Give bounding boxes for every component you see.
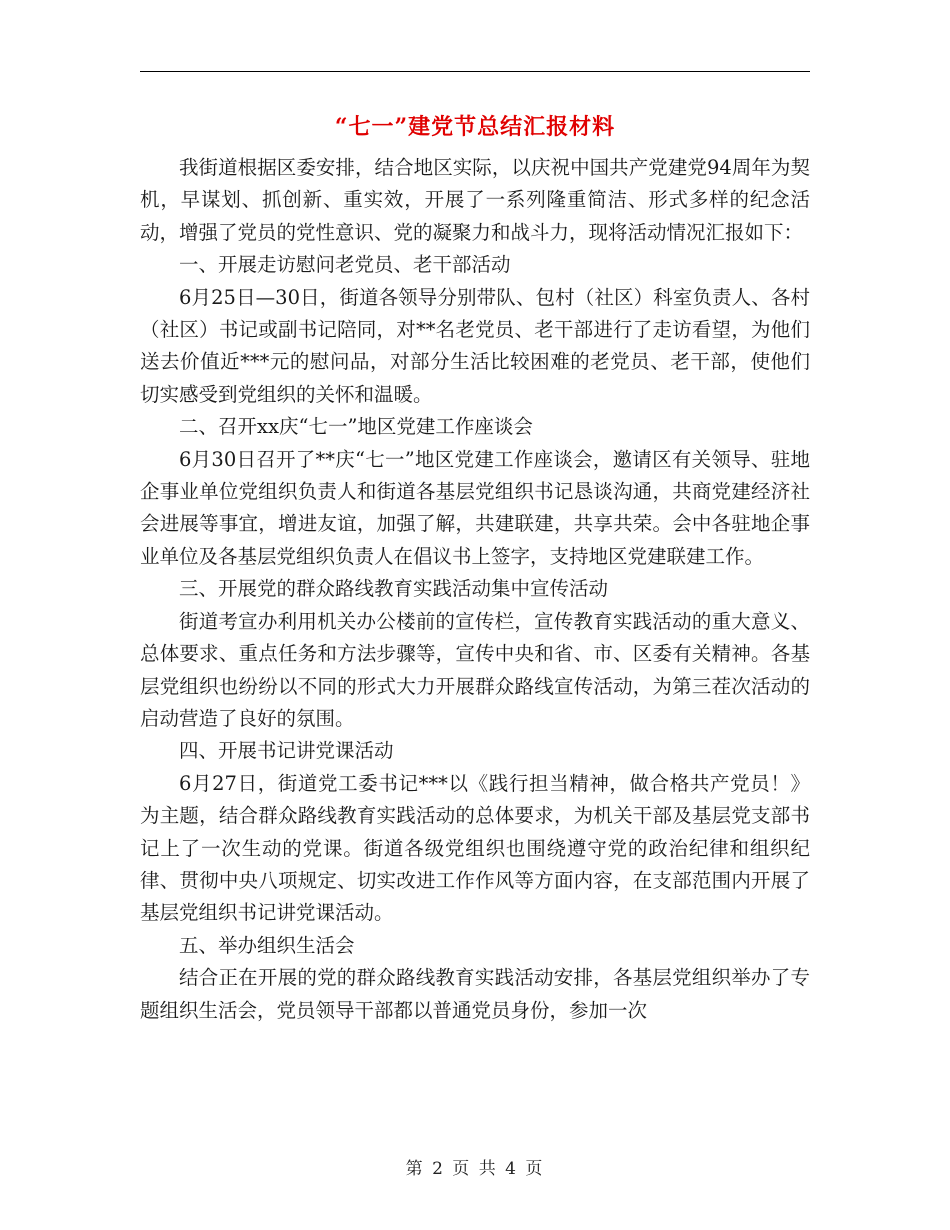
section-heading-5: 五、举办组织生活会 [179, 933, 355, 957]
document-title: “七一”建党节总结汇报材料 [334, 114, 616, 140]
section-heading-3: 三、开展党的群众路线教育实践活动集中宣传活动 [179, 577, 609, 601]
section-heading-1: 一、开展走访慰问老党员、老干部活动 [179, 253, 511, 277]
intro-paragraph: 我街道根据区委安排，结合地区实际，以庆祝中国共产党建党94周年为契机，早谋划、抓创新、重实效，开展了一系列隆重简洁、形式多样的纪念活动，增强了党员的党性意识、党的凝聚力和战斗力，现将活动情况汇报如下： [140, 156, 810, 244]
page-number-footer: 第 2 页 共 4 页 [405, 1159, 545, 1179]
section-heading-4: 四、开展书记讲党课活动 [179, 739, 394, 763]
section-heading-2: 二、召开xx庆“七一”地区党建工作座谈会 [179, 415, 533, 439]
section-paragraph-1: 6月25日—30日，街道各领导分别带队、包村（社区）科室负责人、各村（社区）书记或副书记陪同，对**名老党员、老干部进行了走访看望，为他们送去价值近***元的慰问品，对部分生活比较困难的老党员、老干部，使他们切实感受到党组织的关怀和温暖。 [140, 285, 810, 406]
document-body [140, 152, 810, 1027]
section-paragraph-5: 结合正在开展的党的群众路线教育实践活动安排，各基层党组织举办了专题组织生活会，党员领导干部都以普通党员身份，参加一次 [140, 966, 810, 1022]
section-paragraph-3: 街道考宣办利用机关办公楼前的宣传栏，宣传教育实践活动的重大意义、总体要求、重点任务和方法步骤等，宣传中央和省、市、区委有关精神。各基层党组织也纷纷以不同的形式大力开展群众路线宣传活动，为第三茬次活动的启动营造了良好的氛围。 [140, 609, 810, 730]
section-paragraph-2: 6月30日召开了**庆“七一”地区党建工作座谈会，邀请区有关领导、驻地企事业单位党组织负责人和街道各基层党组织书记恳谈沟通，共商党建经济社会进展等事宜，增进友谊，加强了解，共建联建，共享共荣。会中各驻地企事业单位及各基层党组织负责人在倡议书上签字，支持地区党建联建工作。 [140, 447, 810, 568]
section-paragraph-4: 6月27日，街道党工委书记***以《践行担当精神，做合格共产党员！》为主题，结合群众路线教育实践活动的总体要求，为机关干部及基层党支部书记上了一次生动的党课。街道各级党组织也围绕遵守党的政治纪律和组织纪律、贯彻中央八项规定、切实改进工作作风等方面内容，在支部范围内开展了基层党组织书记讲党课活动。 [140, 771, 810, 925]
header-rule [140, 71, 810, 72]
